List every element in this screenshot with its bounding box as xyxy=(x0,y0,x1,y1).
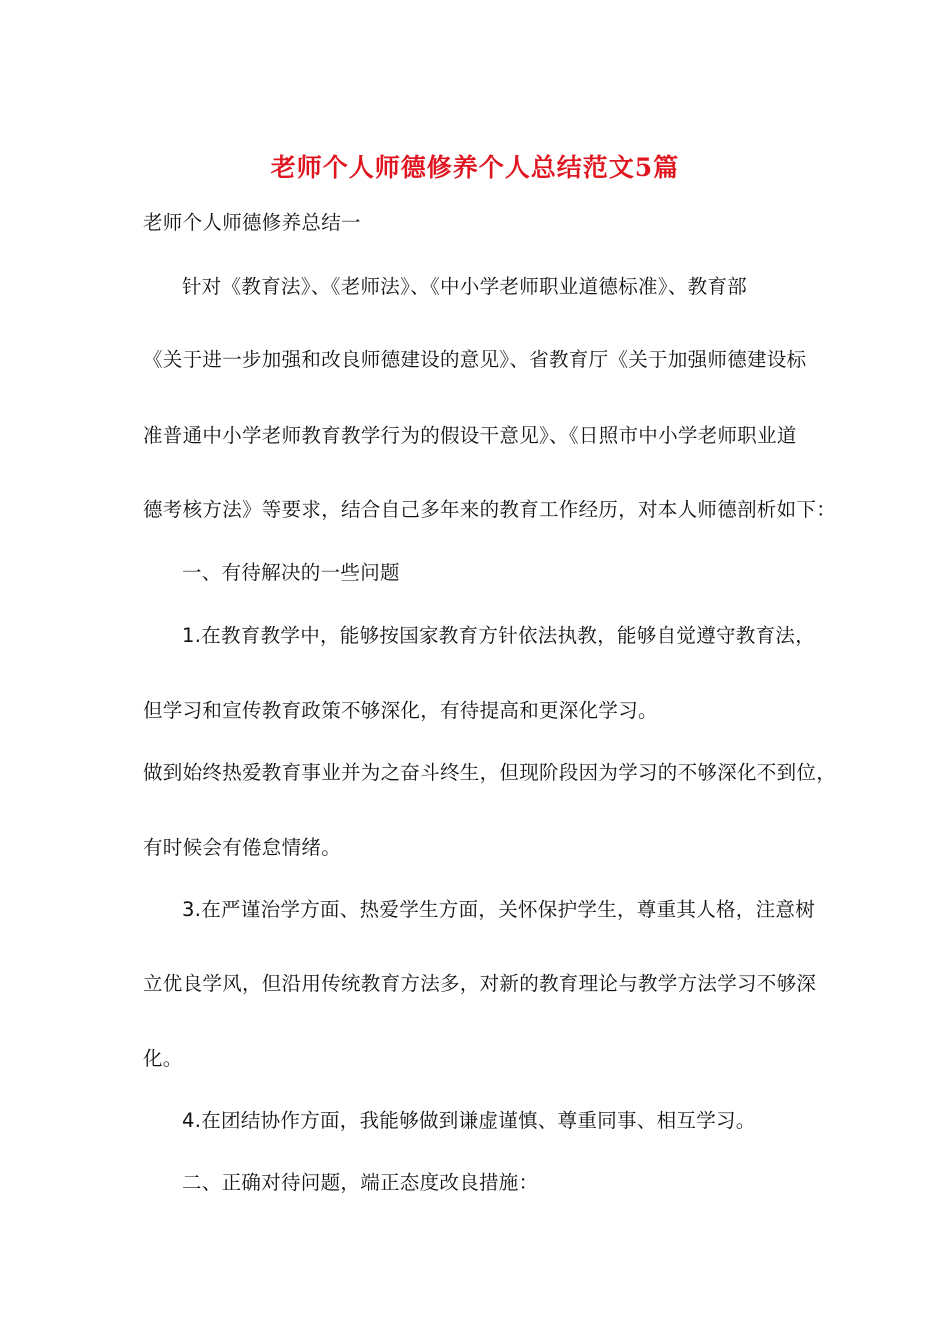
item-1-line-1: 1.在教育教学中，能够按国家教育方针依法执教，能够自觉遵守教育法， xyxy=(182,624,816,647)
intro-line-3: 准普通中小学老师教育教学行为的假设干意见》、《日照市中小学老师职业道 xyxy=(143,424,797,447)
intro-line-2: 《关于进一步加强和改良师德建设的意见》、省教育厅《关于加强师德建设标 xyxy=(143,348,807,371)
item-3-line-2: 立优良学风，但沿用传统教育方法多，对新的教育理论与教学方法学习不够深 xyxy=(143,972,817,995)
item-3-line-1: 3.在严谨治学方面、热爱学生方面，关怀保护学生，尊重其人格，注意树 xyxy=(182,898,816,921)
item-2-line-1: 做到始终热爱教育事业并为之奋斗终生，但现阶段因为学习的不够深化不到位， xyxy=(143,761,837,784)
document-subtitle: 老师个人师德修养总结一 xyxy=(143,211,361,234)
item-1-line-2: 但学习和宣传教育政策不够深化，有待提高和更深化学习。 xyxy=(143,699,658,722)
item-3-line-3: 化。 xyxy=(143,1047,183,1070)
section-two-heading: 二、正确对待问题，端正态度改良措施： xyxy=(182,1171,539,1194)
document-title: 老师个人师德修养个人总结范文5篇 xyxy=(270,153,680,182)
intro-line-4: 德考核方法》等要求，结合自己多年来的教育工作经历，对本人师德剖析如下： xyxy=(143,498,837,521)
intro-line-1: 针对《教育法》、《老师法》、《中小学老师职业道德标准》、教育部 xyxy=(182,275,748,298)
item-2-line-2: 有时候会有倦怠情绪。 xyxy=(143,836,342,859)
section-one-heading: 一、有待解决的一些问题 xyxy=(182,561,400,584)
item-4-line: 4.在团结协作方面，我能够做到谦虚谨慎、尊重同事、相互学习。 xyxy=(182,1109,756,1132)
